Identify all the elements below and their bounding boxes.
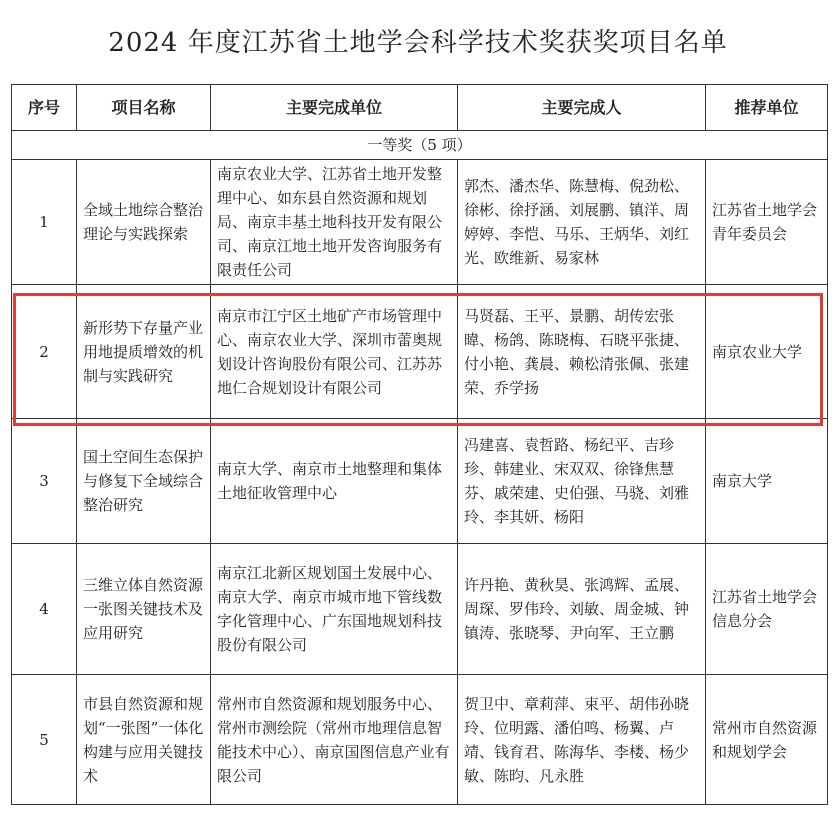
header-row [12, 85, 828, 131]
row-seq: 1 [12, 160, 77, 285]
row-project: 市县自然资源和规划“一张图”一体化构建与应用关键技术 [77, 675, 211, 805]
row-recommender: 江苏省土地学会青年委员会 [706, 160, 828, 285]
page-title: 2024 年度江苏省土地学会科学技术奖获奖项目名单 [108, 28, 728, 58]
column-header-project: 项目名称 [77, 85, 211, 131]
row-units: 南京农业大学、江苏省土地开发整理中心、如东县自然资源和规划局、南京丰基土地科技开发有限公司、南京江地土地开发咨询服务有限责任公司 [211, 160, 458, 285]
row-people: 许丹艳、黄秋昊、张鸿辉、孟展、周琛、罗伟玲、刘敏、周金城、钟镇涛、张晓琴、尹向军、王立鹏 [458, 544, 706, 675]
table-row [12, 160, 828, 285]
row-people: 贺卫中、章莉萍、束平、胡伟孙晓玲、位明露、潘伯鸣、杨翼、卢靖、钱育君、陈海华、李楼、杨少敏、陈昀、凡永胜 [458, 675, 706, 805]
awards-table [11, 84, 828, 805]
table-row [12, 419, 828, 544]
column-header-seq: 序号 [12, 85, 77, 131]
section-first-prize: 一等奖（5 项） [12, 131, 828, 160]
row-project: 国土空间生态保护与修复下全域综合整治研究 [77, 419, 211, 544]
row-recommender: 南京农业大学 [706, 285, 828, 419]
column-header-people: 主要完成人 [458, 85, 706, 131]
row-project: 三维立体自然资源一张图关键技术及应用研究 [77, 544, 211, 675]
row-project: 全域土地综合整治理论与实践探索 [77, 160, 211, 285]
table-row [12, 544, 828, 675]
row-units: 南京市江宁区土地矿产市场管理中心、南京农业大学、深圳市蕾奥规划设计咨询股份有限公司、江苏苏地仁合规划设计有限公司 [211, 285, 458, 419]
column-header-units: 主要完成单位 [211, 85, 458, 131]
row-units: 常州市自然资源和规划服务中心、常州市测绘院（常州市地理信息智能技术中心）、南京国图信息产业有限公司 [211, 675, 458, 805]
row-people: 马贤磊、王平、景鹏、胡传宏张暐、杨鸽、陈晓梅、石晓平张捷、付小艳、龚晨、赖松清张佩、张建荣、乔学扬 [458, 285, 706, 419]
section-row [12, 131, 828, 160]
row-project: 新形势下存量产业用地提质增效的机制与实践研究 [77, 285, 211, 419]
row-seq: 4 [12, 544, 77, 675]
row-recommender: 常州市自然资源和规划学会 [706, 675, 828, 805]
row-recommender: 南京大学 [706, 419, 828, 544]
row-units: 南京江北新区规划国土发展中心、南京大学、南京市城市地下管线数字化管理中心、广东国地规划科技股份有限公司 [211, 544, 458, 675]
row-people: 冯建喜、袁哲路、杨纪平、吉珍珍、韩建业、宋双双、徐锋焦慧芬、戚荣建、史伯强、马骁、刘雅玲、李其妍、杨阳 [458, 419, 706, 544]
row-seq: 5 [12, 675, 77, 805]
row-units: 南京大学、南京市土地整理和集体土地征收管理中心 [211, 419, 458, 544]
row-seq: 3 [12, 419, 77, 544]
column-header-recommender: 推荐单位 [706, 85, 828, 131]
row-seq: 2 [12, 285, 77, 419]
table-row [12, 675, 828, 805]
row-people: 郭杰、潘杰华、陈慧梅、倪劲松、徐彬、徐抒涵、刘展鹏、镇洋、周婷婷、李恺、马乐、王炳华、刘红光、欧维新、易家林 [458, 160, 706, 285]
table-row [12, 285, 828, 419]
row-recommender: 江苏省土地学会信息分会 [706, 544, 828, 675]
